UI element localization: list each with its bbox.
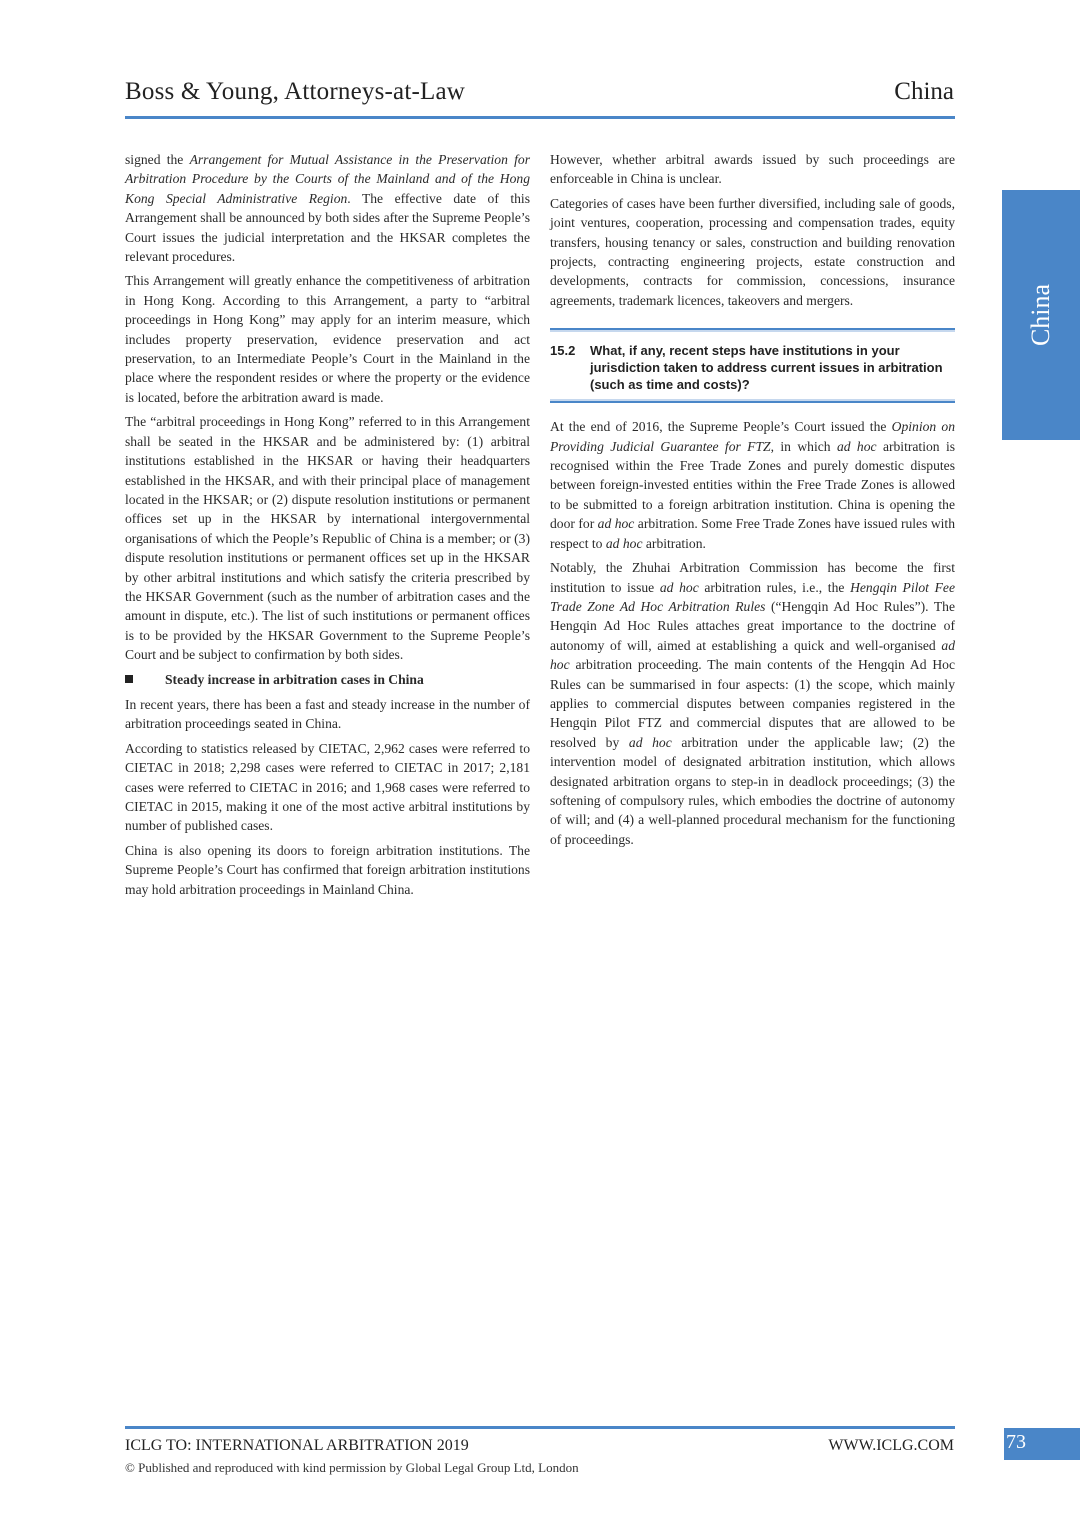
question-text: What, if any, recent steps have institutions in your jurisdiction taken to address current issues in arbitration (such as time and costs)? [590, 343, 943, 393]
footer-divider [125, 1426, 955, 1429]
page-number: 73 [1006, 1431, 1026, 1453]
italic-text-run: ad hoc [597, 516, 635, 532]
paragraph [550, 558, 955, 849]
text-run: arbitration under the applicable law; (2) the intervention model of designated arbitration institution, which allows designated arbitration organs to step-in in deadlock proceedings; (3) the softening of compulsory rules, which embodies the doctrine of autonomy of will; and (4) a well-planned procedural mechanism for the functioning of proceedings. [550, 734, 955, 847]
copyright-notice: © Published and reproduced with kind permission by Global Legal Group Ltd, London [125, 1460, 579, 1475]
publication-title: ICLG TO: INTERNATIONAL ARBITRATION 2019 [125, 1437, 469, 1454]
paragraph: According to statistics released by CIETAC, 2,962 cases were referred to CIETAC in 2018; 2,298 cases were referred to CIETAC in 2017; 2,181 cases were referred to CIETAC in 2016; and 1,968 cases were referred to CIETAC in 2015, making it one of the most active arbitral institutions by number of published cases. [125, 740, 530, 834]
text-run: , in which [770, 438, 837, 454]
right-column [550, 150, 955, 854]
square-bullet-icon [125, 675, 133, 683]
side-tab-label: China [1025, 283, 1055, 347]
text-run: Notably, the Zhuhai Arbitration Commission has become the first institution to issue [550, 560, 955, 595]
question [550, 332, 955, 399]
italic-text-run: Hengqin Pilot Fee Trade Zone Ad Hoc Arbitration Rules [550, 579, 955, 614]
italic-text-run: Opinion on Providing Judicial Guarantee for FTZ [550, 419, 955, 454]
italic-text-run: ad hoc [836, 438, 877, 454]
paragraph: China is also opening its doors to foreign arbitration institutions. The Supreme People’s Court has confirmed that foreign arbitration institutions may hold arbitration proceedings in Mainland China. [125, 842, 530, 897]
question-bottom-rule [550, 399, 955, 403]
side-tab-label-wrap [1002, 190, 1080, 440]
header-divider [125, 116, 955, 119]
paragraph: In recent years, there has been a fast and steady increase in the number of arbitration proceedings seated in China. [125, 696, 530, 732]
italic-text-run: ad hoc [628, 734, 672, 750]
section-subheading [125, 670, 530, 689]
text-run: arbitration rules, i.e., the [698, 579, 851, 595]
question-box [550, 328, 955, 403]
italic-text-run: ad hoc [605, 535, 643, 551]
firm-name: Boss & Young, Attorneys-at-Law [125, 78, 466, 105]
text-run: At the end of 2016, the Supreme People’s Court issued the [550, 419, 892, 435]
text-run: signed the [125, 152, 190, 167]
paragraph: Categories of cases have been further diversified, including sale of goods, joint ventures, cooperation, processing and compensation trades, equity transfers, housing tenancy or sales, construction and building renovation projects, contracting engineering projects, estate construction and developments, contracts for commission, concessions, insurance agreements, trademark licences, takeovers and mergers. [550, 195, 955, 308]
subheading-text: Steady increase in arbitration cases in China [165, 671, 424, 687]
italic-text-run: ad hoc [550, 637, 955, 673]
text-run: arbitration is recognised within the Free Trade Zones and purely domestic disputes between foreign-invested entities within the Free Trade Zones is allowed to be submitted to a foreign arbitration institution. China is opening the door for [550, 438, 956, 532]
text-run: arbitration. [642, 535, 706, 551]
text-run: (“Hengqin Ad Hoc Rules”). The Hengqin Ad Hoc Rules attaches great importance to the doctrine of autonomy of will, aimed at establishing a quick and well-organised [550, 598, 955, 653]
website-link[interactable]: WWW.ICLG.COM [828, 1437, 954, 1454]
paragraph [125, 150, 530, 266]
country-heading: China [894, 78, 954, 105]
paragraph: The “arbitral proceedings in Hong Kong” referred to in this Arrangement shall be seated in the HKSAR and be administered by: (1) arbitral institutions established in the HKSAR or having their headquarters established in the HKSAR, and with their principal place of management located in the HKSAR; or (2) dispute resolution institutions or permanent offices set up in the HKSAR by international intergovernmental organisations of which the People’s Republic of China is a member; or (3) dispute resolution institutions or permanent offices set up in the HKSAR by other arbitral institutions and which satisfy the criteria prescribed by the HKSAR Government (such as the number of arbitration cases and the amount in dispute, etc.). The list of such institutions or permanent offices is to be provided by the HKSAR Government to the Supreme People’s Court and be subject to confirmation by both sides. [125, 414, 530, 663]
question-number: 15.2 [550, 343, 576, 359]
paragraph: However, whether arbitral awards issued by such proceedings are enforceable in China is unclear. [550, 152, 955, 187]
italic-text-run: ad hoc [659, 579, 699, 595]
left-column [125, 150, 530, 904]
text-run: arbitration. Some Free Trade Zones have issued rules with respect to [550, 516, 955, 551]
paragraph: This Arrangement will greatly enhance the competitiveness of arbitration in Hong Kong. According to this Arrangement, a party to “arbitral proceedings in Hong Kong” may apply for an interim measure, which includes property preservation, evidence preservation and act preservation, to an Intermediate People’s Court in the Mainland in the place where the respondent resides or where the property or the evidence is located, before the arbitration award is made. [125, 273, 530, 405]
paragraph [550, 417, 955, 553]
text-run: . The effective date of this Arrangement shall be announced by both sides after the Supreme People’s Court issues the judicial interpretation and the HKSAR completes the relevant procedures. [125, 190, 531, 265]
italic-text-run: Arrangement for Mutual Assistance in the Preservation for Arbitration Procedure by the Courts of the Mainland and of the Hong Kong Special Administrative Region [125, 152, 530, 206]
text-run: arbitration proceeding. The main contents of the Hengqin Ad Hoc Rules can be summarised in four aspects: (1) the scope, which mainly applies to commercial disputes between companies registered in the Hengqin Pilot FTZ and commercial disputes that are allowed to be resolved by [550, 657, 955, 750]
